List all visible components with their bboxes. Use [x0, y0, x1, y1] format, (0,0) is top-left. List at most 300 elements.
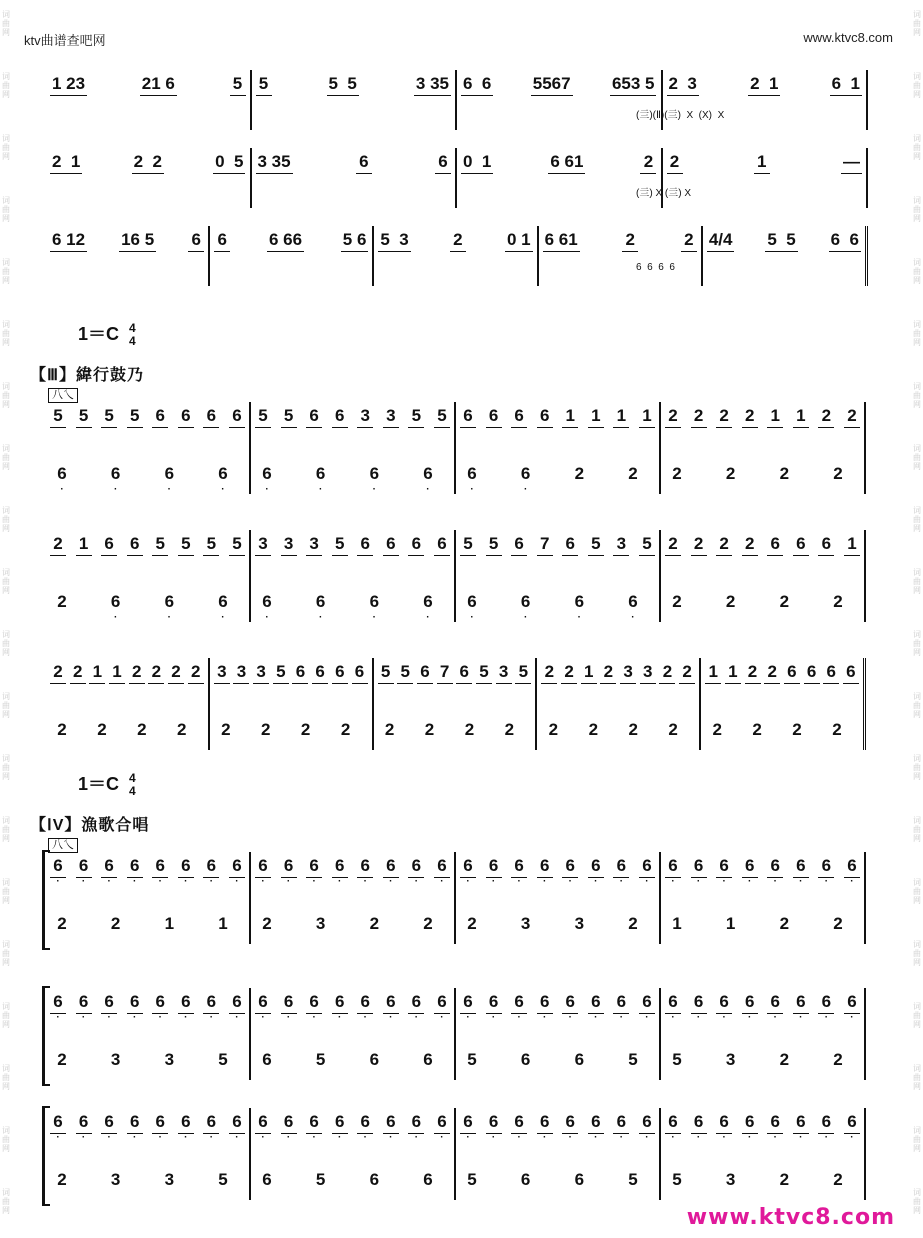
note: 6 · [104, 992, 114, 1023]
note: 1 [847, 534, 857, 553]
side-watermark-text: 词 曲 网 [913, 382, 921, 409]
time-sig-den: 4 [129, 334, 136, 349]
note: 5 [315, 1050, 326, 1069]
note: 6 · [232, 856, 242, 887]
octave-dot: · [799, 1012, 803, 1023]
measure [251, 1108, 456, 1200]
octave-dot: · [671, 1012, 675, 1023]
lower-voice [56, 1170, 229, 1190]
measure [661, 530, 866, 622]
note: 6 · [423, 464, 433, 495]
note: 6 · [693, 992, 704, 1023]
site-url-header: www.ktvc8.com [803, 30, 893, 45]
note: 6 [129, 534, 140, 553]
note-group: 2 1 [52, 152, 81, 171]
note: 3 [256, 662, 266, 681]
side-watermark-text: 词 曲 网 [2, 940, 10, 967]
note: 2 [719, 406, 729, 425]
octave-dot: · [389, 876, 393, 887]
notation-row [46, 402, 866, 494]
key-label: 1＝C [78, 774, 120, 794]
note: 6 [423, 1050, 433, 1069]
note: 1 [708, 662, 718, 681]
measure [457, 148, 663, 208]
note: 5 [628, 1050, 638, 1069]
octave-dot: · [748, 876, 752, 887]
note: 2 [779, 914, 790, 933]
note: 1 [672, 914, 682, 933]
note: 2 [424, 720, 435, 739]
measure-notes [216, 230, 366, 250]
note: 6 · [847, 992, 857, 1023]
notation-row [46, 70, 868, 130]
note: 6 · [369, 464, 380, 495]
octave-dot: · [466, 1012, 470, 1023]
octave-dot: · [184, 1012, 188, 1023]
note: 6 · [78, 992, 89, 1023]
octave-dot: · [631, 612, 635, 623]
note: 5 [218, 1170, 228, 1189]
side-watermark-text: 词 曲 网 [913, 320, 921, 347]
note: 2 [57, 914, 67, 933]
octave-dot: · [491, 1012, 496, 1023]
time-signature [129, 322, 136, 348]
note-group: 6 61 [550, 152, 584, 171]
upper-voice [52, 406, 243, 426]
note: 6 · [821, 1112, 832, 1143]
note-group: 6 6 [830, 230, 860, 249]
note: 6 · [104, 856, 114, 887]
measure-notes [258, 152, 450, 172]
octave-dot: · [312, 876, 316, 887]
system-bracket [42, 1106, 50, 1206]
note: 6 · [539, 1112, 550, 1143]
note: 6 · [463, 856, 473, 887]
note: 6 [155, 406, 165, 425]
measure-notes [52, 230, 202, 250]
side-watermark-text: 词 曲 网 [913, 816, 921, 843]
note: 3 [360, 406, 370, 425]
octave-dot: · [113, 484, 118, 495]
measure [456, 530, 661, 622]
lower-voice [261, 464, 434, 495]
note: 2 [833, 1170, 843, 1189]
octave-dot: · [850, 1012, 854, 1023]
note: 2 [668, 720, 678, 739]
octave-dot: · [517, 1012, 521, 1023]
octave-dot: · [517, 1132, 521, 1143]
upper-voice [257, 406, 448, 426]
side-watermark-text: 词 曲 网 [913, 444, 921, 471]
measure [456, 402, 661, 494]
side-watermark-text: 词 曲 网 [913, 630, 921, 657]
note: 6 · [78, 856, 89, 887]
note-group: 5 3 [380, 230, 409, 249]
note: 2 [57, 720, 67, 739]
note: 6 [520, 1050, 531, 1069]
lower-voice [671, 592, 844, 612]
octave-dot: · [577, 612, 581, 623]
octave-dot: · [440, 1012, 444, 1023]
lower-voice [56, 592, 229, 623]
note: 6 [770, 534, 780, 553]
octave-dot: · [56, 876, 60, 887]
note: 6 · [411, 992, 422, 1023]
lower-voice [671, 914, 844, 934]
measure [210, 658, 374, 750]
key-signature [78, 320, 136, 348]
octave-dot: · [850, 876, 854, 887]
octave-dot: · [824, 1012, 829, 1023]
octave-dot: · [748, 1132, 752, 1143]
note-group: 5 6 [342, 230, 367, 249]
note: 6 · [181, 856, 191, 887]
note: 2 [628, 464, 638, 483]
note: 3 [623, 662, 633, 681]
side-watermark-text: 词 曲 网 [913, 196, 921, 223]
note: 6 · [796, 992, 806, 1023]
octave-dot: · [209, 1132, 214, 1143]
octave-dot: · [372, 612, 376, 623]
time-signature [129, 772, 136, 798]
octave-dot: · [235, 1012, 239, 1023]
note: 6 · [369, 592, 380, 623]
note: 6 · [129, 1112, 140, 1143]
note: 2 [384, 720, 395, 739]
octave-dot: · [440, 1132, 444, 1143]
note: 6 · [668, 856, 678, 887]
octave-dot: · [799, 1132, 803, 1143]
note: 2 [779, 1170, 790, 1189]
lower-voice [671, 1170, 844, 1190]
measure [251, 402, 456, 494]
note: 5 [232, 534, 242, 553]
upper-voice [52, 662, 202, 682]
octave-dot: · [167, 484, 171, 495]
note: 2 [53, 534, 63, 553]
section-box-label: 八乀 [48, 388, 78, 403]
upper-voice [462, 406, 653, 426]
note: 6 · [386, 856, 396, 887]
note: 6 · [463, 1112, 473, 1143]
note: 3 [386, 406, 396, 425]
note-group: 1 [757, 152, 767, 171]
octave-dot: · [594, 1012, 598, 1023]
note: 6 · [591, 992, 601, 1023]
note-group: 4/4 [708, 230, 733, 249]
note: 6 [463, 406, 473, 425]
note: 6 · [232, 992, 242, 1023]
side-watermark-text: 词 曲 网 [2, 692, 10, 719]
note: 3 [725, 1170, 736, 1189]
note: 2 [719, 534, 729, 553]
measure-notes [258, 74, 450, 94]
note: 6 · [53, 1112, 63, 1143]
note: 1 [112, 662, 122, 681]
upper-voice [52, 1112, 243, 1143]
note: 6 [574, 1170, 585, 1189]
note: 5 [129, 406, 140, 425]
note: 5 [672, 1170, 682, 1189]
note: 2 [151, 662, 162, 681]
note: 6 · [628, 592, 638, 623]
measure [46, 1108, 251, 1200]
octave-dot: · [645, 1132, 649, 1143]
lower-voice [56, 1050, 229, 1070]
note: 3 [283, 534, 294, 553]
measure [46, 402, 251, 494]
note: 5 [53, 406, 63, 425]
note: 6 · [693, 856, 704, 887]
note: 6 · [565, 1112, 575, 1143]
side-watermark-text: 词 曲 网 [913, 940, 921, 967]
note: 2 [548, 720, 559, 739]
note: 2 [779, 592, 790, 611]
notation-system [46, 226, 868, 286]
note: 2 [221, 720, 231, 739]
side-watermark-text: 词 曲 网 [2, 1002, 10, 1029]
lower-voice [466, 914, 639, 934]
note: 2 [97, 720, 107, 739]
note: 5 [479, 662, 489, 681]
note: 6 · [719, 1112, 729, 1143]
upper-voice [543, 662, 693, 682]
octave-dot: · [645, 1012, 649, 1023]
octave-dot: · [209, 1012, 214, 1023]
octave-dot: · [81, 1012, 86, 1023]
measure [374, 658, 538, 750]
note: 5 [437, 406, 447, 425]
upper-voice [667, 992, 858, 1023]
octave-dot: · [523, 612, 528, 623]
note-group: 6 [438, 152, 448, 171]
octave-dot: · [773, 876, 777, 887]
measure [252, 148, 458, 208]
note: 6 · [206, 1112, 217, 1143]
upper-voice [257, 856, 448, 887]
note: 6 · [423, 592, 433, 623]
note: 6 [369, 1170, 380, 1189]
octave-dot: · [568, 1012, 572, 1023]
note: 2 [137, 720, 147, 739]
side-watermark-text: 词 曲 网 [2, 1126, 10, 1153]
note-group: 653 5 [611, 74, 655, 93]
side-watermark-text: 词 曲 网 [913, 568, 921, 595]
note: 6 · [283, 856, 294, 887]
note: 2 [603, 662, 614, 681]
octave-dot: · [594, 876, 598, 887]
lower-voice [261, 914, 434, 934]
side-watermark-text: 词 曲 网 [2, 72, 10, 99]
note: 1 [616, 406, 627, 425]
octave-dot: · [60, 484, 64, 495]
measure-notes [463, 152, 655, 172]
note: 3 [164, 1170, 175, 1189]
lower-voice [220, 720, 352, 740]
note-group: 5 [258, 74, 269, 93]
note: 5 [467, 1050, 477, 1069]
octave-dot: · [722, 1012, 726, 1023]
side-watermark-text: 词 曲 网 [2, 258, 10, 285]
note-group: 2 3 [668, 74, 697, 93]
note-group: 6 [359, 152, 369, 171]
octave-dot: · [56, 1012, 60, 1023]
measure [251, 852, 456, 944]
octave-dot: · [645, 876, 649, 887]
note: 5 [334, 534, 345, 553]
note: 5 [400, 662, 410, 681]
octave-dot: · [696, 876, 701, 887]
note-group: 0 1 [463, 152, 492, 171]
note: 1 [218, 914, 228, 933]
octave-dot: · [389, 1012, 393, 1023]
note: 6 · [514, 856, 524, 887]
octave-dot: · [722, 1132, 726, 1143]
upper-voice [462, 992, 653, 1023]
octave-dot: · [286, 1132, 291, 1143]
octave-dot: · [440, 876, 444, 887]
octave-dot: · [594, 1132, 598, 1143]
note: 5 [104, 406, 114, 425]
side-watermark-text: 词 曲 网 [913, 1188, 921, 1215]
octave-dot: · [696, 1012, 701, 1023]
octave-dot: · [389, 1132, 393, 1143]
octave-dot: · [158, 1132, 162, 1143]
note: 5 [218, 1050, 228, 1069]
note: 6 · [283, 992, 294, 1023]
note: 6 · [796, 1112, 806, 1143]
octave-dot: · [133, 1012, 137, 1023]
note: 2 [725, 464, 736, 483]
octave-dot: · [619, 876, 624, 887]
note: 6 · [719, 856, 729, 887]
note-group: 2 [669, 152, 680, 171]
two-voice-system [46, 988, 866, 1080]
note: 2 [131, 662, 142, 681]
note: 3 [309, 534, 319, 553]
note: 2 [779, 1050, 790, 1069]
note-group: 3 35 [415, 74, 449, 93]
measure-notes [545, 230, 695, 250]
note: 6 · [334, 992, 345, 1023]
note: 2 [725, 592, 736, 611]
measure-notes [709, 230, 859, 250]
note: 6 · [488, 992, 499, 1023]
note: 6 · [258, 992, 268, 1023]
note: 6 · [770, 992, 780, 1023]
note-group: 6 66 [268, 230, 303, 249]
note: 6 [295, 662, 306, 681]
note: 6 [514, 406, 524, 425]
note: 2 [672, 592, 682, 611]
note: 6 · [78, 1112, 89, 1143]
octave-dot: · [184, 1132, 188, 1143]
note: 1 [642, 406, 652, 425]
octave-dot: · [312, 1012, 316, 1023]
note: 2 [744, 406, 755, 425]
note: 2 [693, 534, 704, 553]
note: 5 [628, 1170, 638, 1189]
note: 6 · [821, 856, 832, 887]
note: 6 [309, 406, 319, 425]
octave-dot: · [261, 1012, 265, 1023]
lower-voice [384, 720, 516, 740]
note-group: 5 5 [328, 74, 357, 93]
note-group: 21 6 [141, 74, 175, 93]
note: 6 · [129, 992, 140, 1023]
octave-dot: · [491, 876, 496, 887]
note: 2 [57, 1050, 67, 1069]
lower-voice [261, 592, 434, 623]
note: 6 · [847, 1112, 857, 1143]
side-watermark-text: 词 曲 网 [913, 878, 921, 905]
note: 5 [276, 662, 286, 681]
note: 6 [315, 662, 325, 681]
note: 3 [520, 914, 531, 933]
side-watermark-text: 词 曲 网 [913, 754, 921, 781]
side-watermark-text: 词 曲 网 [2, 816, 10, 843]
note: 6 · [104, 1112, 114, 1143]
measure [537, 658, 701, 750]
note-group: 6 [191, 230, 201, 249]
octave-dot: · [568, 1132, 572, 1143]
system-bracket [42, 850, 50, 950]
measure [456, 988, 661, 1080]
note: 6 · [315, 592, 326, 623]
side-watermark-text: 词 曲 网 [2, 630, 10, 657]
lower-voice [671, 464, 844, 484]
side-watermark-text: 词 曲 网 [913, 1126, 921, 1153]
octave-dot: · [414, 1012, 419, 1023]
upper-voice [52, 856, 243, 887]
measure [661, 402, 866, 494]
two-voice-system [46, 402, 866, 494]
octave-dot: · [158, 1012, 162, 1023]
octave-dot: · [466, 1132, 470, 1143]
note: 6 [796, 534, 806, 553]
key-signature [78, 770, 136, 798]
lower-voice [466, 1050, 639, 1070]
side-watermark-text: 词 曲 网 [913, 506, 921, 533]
note: 6 [335, 662, 345, 681]
note: 6 · [437, 856, 447, 887]
octave-dot: · [619, 1012, 624, 1023]
section-title: 【Ⅲ】緯行鼓乃 [30, 367, 145, 384]
measure [46, 658, 210, 750]
note: 2 [779, 464, 790, 483]
measure [46, 148, 252, 208]
measure [374, 226, 538, 286]
lower-voice [261, 1170, 434, 1190]
note: 6 · [488, 1112, 499, 1143]
note: 1 [584, 662, 594, 681]
measure [46, 530, 251, 622]
note: 2 [682, 662, 692, 681]
note: 6 · [565, 992, 575, 1023]
note: 1 [796, 406, 806, 425]
octave-dot: · [318, 612, 323, 623]
octave-dot: · [543, 1012, 547, 1023]
note: 6 · [744, 1112, 755, 1143]
upper-voice [667, 406, 858, 426]
note: 6 [420, 662, 430, 681]
note: 6 · [719, 992, 729, 1023]
notation-row [46, 988, 866, 1080]
note: 6 · [129, 856, 140, 887]
side-watermark-text: 词 曲 网 [913, 1064, 921, 1091]
right-watermark-strip [907, 0, 923, 1238]
note-group: 2 [684, 230, 694, 249]
